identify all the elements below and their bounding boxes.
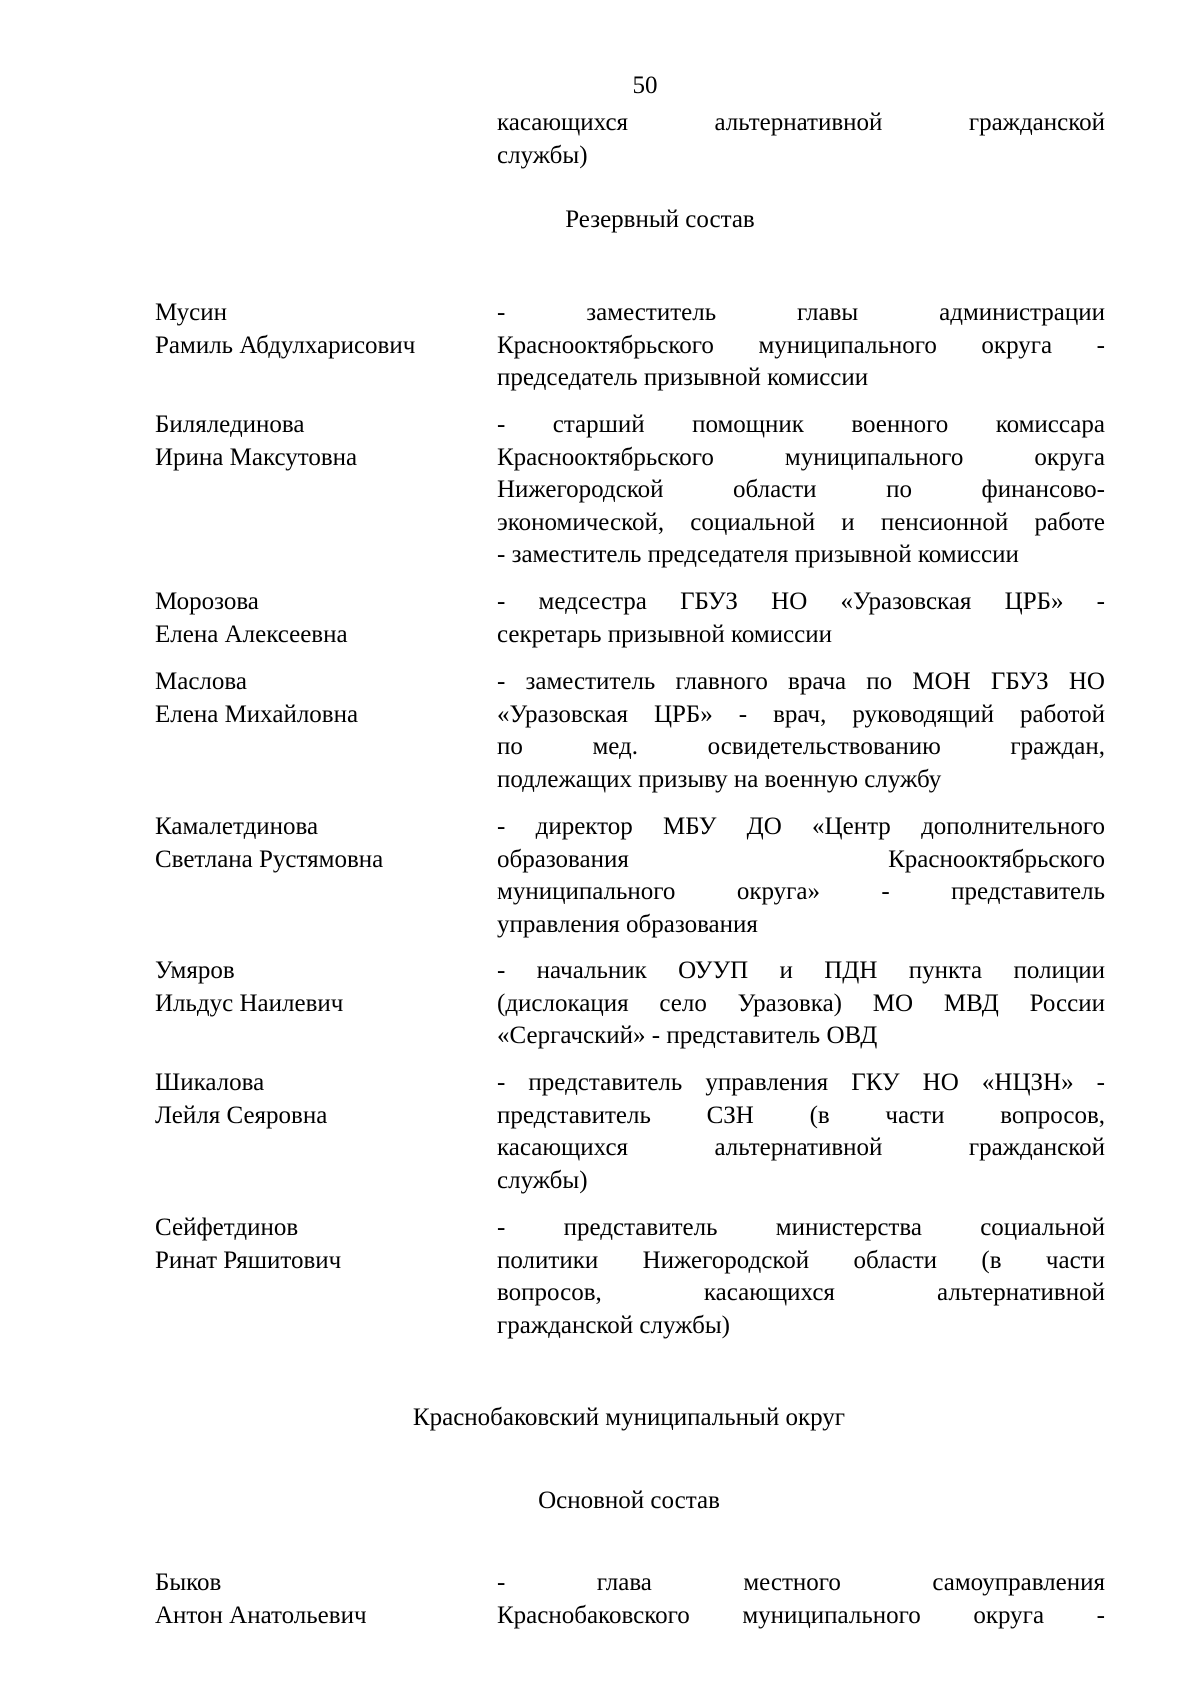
description-line: Краснооктябрьского муниципального округа - (497, 331, 1105, 359)
surname: Умяров (155, 957, 235, 984)
position-description (497, 811, 1105, 941)
person-name (155, 586, 485, 651)
description-line: гражданской службы) (497, 1311, 730, 1339)
person-name (155, 409, 485, 474)
surname: Шикалова (155, 1069, 265, 1096)
person-name (155, 955, 485, 1020)
given-names: Елена Михайловна (155, 700, 359, 728)
position-description (497, 1567, 1105, 1632)
description-line: муниципального округа» - представитель (497, 878, 1105, 905)
description-line: службы) (497, 1166, 588, 1194)
surname: Маслова (155, 668, 247, 695)
section-heading-reserve: Резервный состав (565, 206, 755, 233)
description-line: представитель СЗН (в части вопросов, (497, 1101, 1105, 1129)
surname: Мусин (155, 299, 227, 326)
description-line: Краснооктябрьского муниципального округа (497, 443, 1105, 471)
description-line: управления образования (497, 910, 758, 938)
given-names: Ринат Ряшитович (155, 1246, 342, 1274)
person-name (155, 1567, 485, 1632)
surname: Сейфетдинов (155, 1214, 299, 1241)
description-line: (дислокация село Уразовка) МО МВД России (497, 989, 1105, 1017)
intro-fragment (497, 107, 1105, 172)
position-description (497, 666, 1105, 796)
position-description (497, 586, 1105, 651)
description-line: - медсестра ГБУЗ НО «Уразовская ЦРБ» - (497, 588, 1105, 615)
description-line: - старший помощник военного комиссара (497, 411, 1105, 438)
position-description (497, 1212, 1105, 1342)
person-name (155, 1212, 485, 1277)
position-description (497, 297, 1105, 395)
description-line: «Сергачский» - представитель ОВД (497, 1022, 878, 1049)
surname: Камалетдинова (155, 813, 319, 840)
given-names: Елена Алексеевна (155, 620, 348, 648)
given-names: Ирина Максутовна (155, 443, 358, 471)
description-line: Краснобаковского муниципального округа - (497, 1601, 1105, 1629)
person-name (155, 297, 485, 362)
description-line: касающихся альтернативной гражданской (497, 109, 1105, 136)
description-line: Нижегородской области по финансово- (497, 476, 1105, 503)
given-names: Ильдус Наилевич (155, 989, 344, 1017)
description-line: вопросов, касающихся альтернативной (497, 1279, 1105, 1306)
description-line: - начальник ОУУП и ПДН пункта полиции (497, 957, 1105, 984)
description-line: службы) (497, 141, 588, 169)
description-line: по мед. освидетельствованию граждан, (497, 733, 1105, 760)
description-line: - заместитель председателя призывной комиссии (497, 541, 1019, 568)
position-description (497, 409, 1105, 572)
description-line: председатель призывной комиссии (497, 364, 869, 391)
description-line: касающихся альтернативной гражданской (497, 1134, 1105, 1161)
description-line: «Уразовская ЦРБ» - врач, руководящий работой (497, 700, 1105, 728)
given-names: Светлана Рустямовна (155, 845, 384, 873)
district-heading: Краснобаковский муниципальный округ (412, 1404, 846, 1431)
person-name (155, 666, 485, 731)
person-name (155, 811, 485, 876)
description-line: - директор МБУ ДО «Центр дополнительного (497, 813, 1105, 840)
section-heading-main: Основной состав (538, 1487, 720, 1514)
surname: Быков (155, 1569, 222, 1596)
person-name (155, 1067, 485, 1132)
given-names: Лейля Сеяровна (155, 1101, 328, 1129)
given-names: Антон Анатольевич (155, 1601, 367, 1629)
description-line: - глава местного самоуправления (497, 1569, 1105, 1596)
position-description (497, 1067, 1105, 1197)
given-names: Рамиль Абдулхарисович (155, 331, 416, 359)
page-number: 50 (632, 72, 658, 99)
surname: Билялединова (155, 411, 305, 438)
description-line: - представитель управления ГКУ НО «НЦЗН» - (497, 1069, 1105, 1096)
description-line: подлежащих призыву на военную службу (497, 765, 942, 793)
description-line: - заместитель главного врача по МОН ГБУЗ НО (497, 668, 1105, 695)
description-line: секретарь призывной комиссии (497, 620, 833, 648)
description-line: политики Нижегородской области (в части (497, 1246, 1105, 1274)
description-line: образования Краснооктябрьского (497, 845, 1105, 873)
description-line: экономической, социальной и пенсионной работе (497, 508, 1105, 536)
description-line: - заместитель главы администрации (497, 299, 1105, 326)
surname: Морозова (155, 588, 259, 615)
description-line: - представитель министерства социальной (497, 1214, 1105, 1241)
position-description (497, 955, 1105, 1053)
